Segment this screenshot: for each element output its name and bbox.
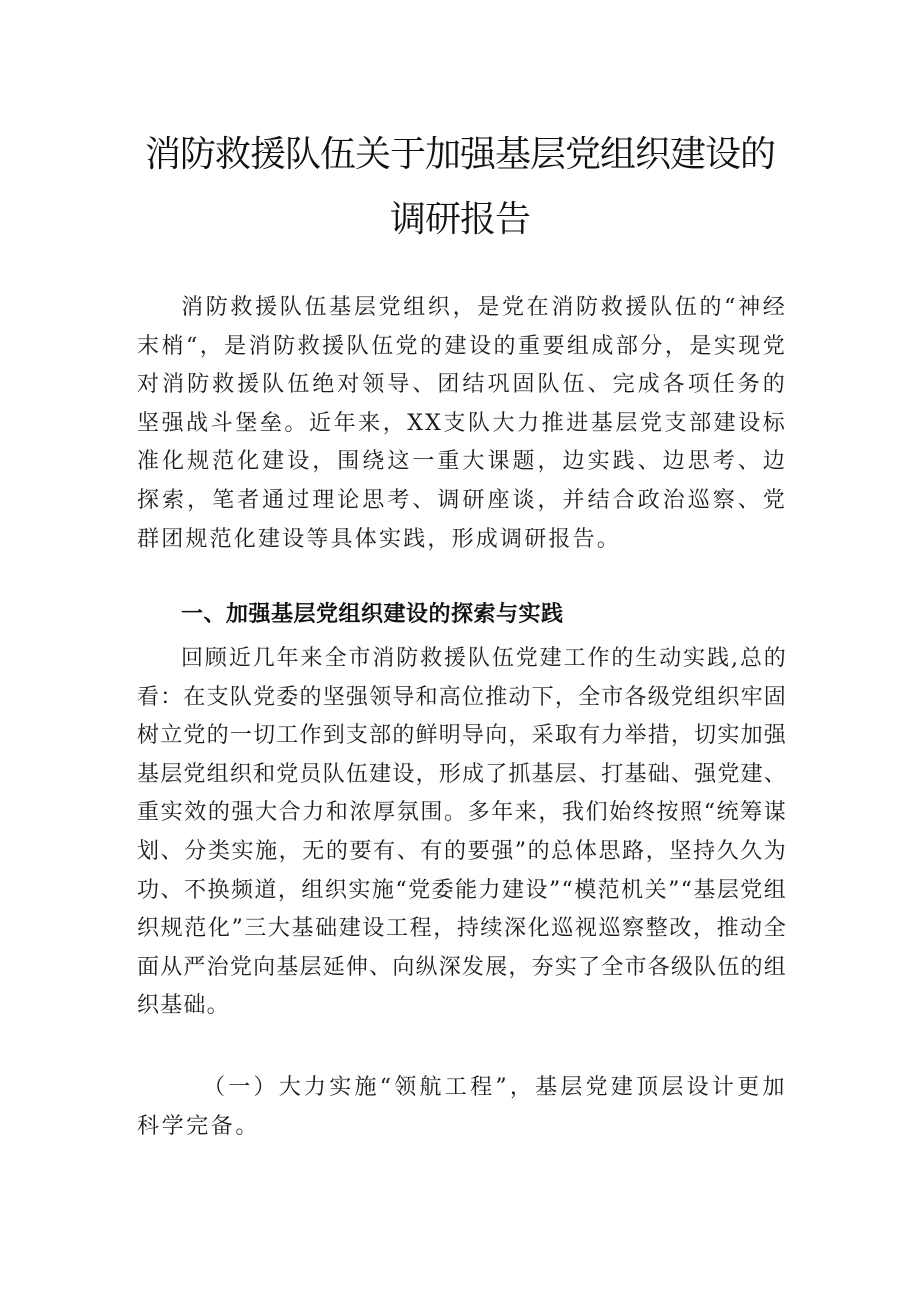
section-1-paragraph: 回顾近几年来全市消防救援队伍党建工作的生动实践,总的看：在支队党委的坚强领导和高位推动下，全市各级党组织牢固树立党的一切工作到支部的鲜明导向，采取有力举措，切实加强基层党组织和党员队伍建设，形成了抓基层、打基础、强党建、重实效的强大合力和浓厚氛围。多年来，我们始终按照“统筹谋划、分类实施，无的要有、有的要强”的总体思路，坚持久久为功、不换频道，组织实施“党委能力建设”“模范机关”“基层党组织规范化”三大基础建设工程，持续深化巡视巡察整改，推动全面从严治党向基层延伸、向纵深发展，夯实了全市各级队伍的组织基础。: [137, 646, 787, 1019]
section-heading-1: 一、加强基层党组织建设的探索与实践: [181, 602, 564, 627]
document-title-line-1: 消防救援队伍关于加强基层党组织建设的: [144, 134, 775, 175]
intro-paragraph: 消防救援队伍基层党组织，是党在消防救援队伍的“神经末梢“，是消防救援队伍党的建设的重要组成部分，是实现党对消防救援队伍绝对领导、团结巩固队伍、完成各项任务的坚强战斗堡垒。近年来，XX支队大力推进基层党支部建设标准化规范化建设，围绕这一重大课题，边实践、边思考、边探索，笔者通过理论思考、调研座谈，并结合政治巡察、党群团规范化建设等具体实践，形成调研报告。: [137, 295, 787, 552]
subsection-1-heading-paragraph: （一）大力实施“领航工程”，基层党建顶层设计更加科学完备。: [137, 1075, 787, 1139]
document-title-line-2: 调研报告: [389, 199, 530, 240]
